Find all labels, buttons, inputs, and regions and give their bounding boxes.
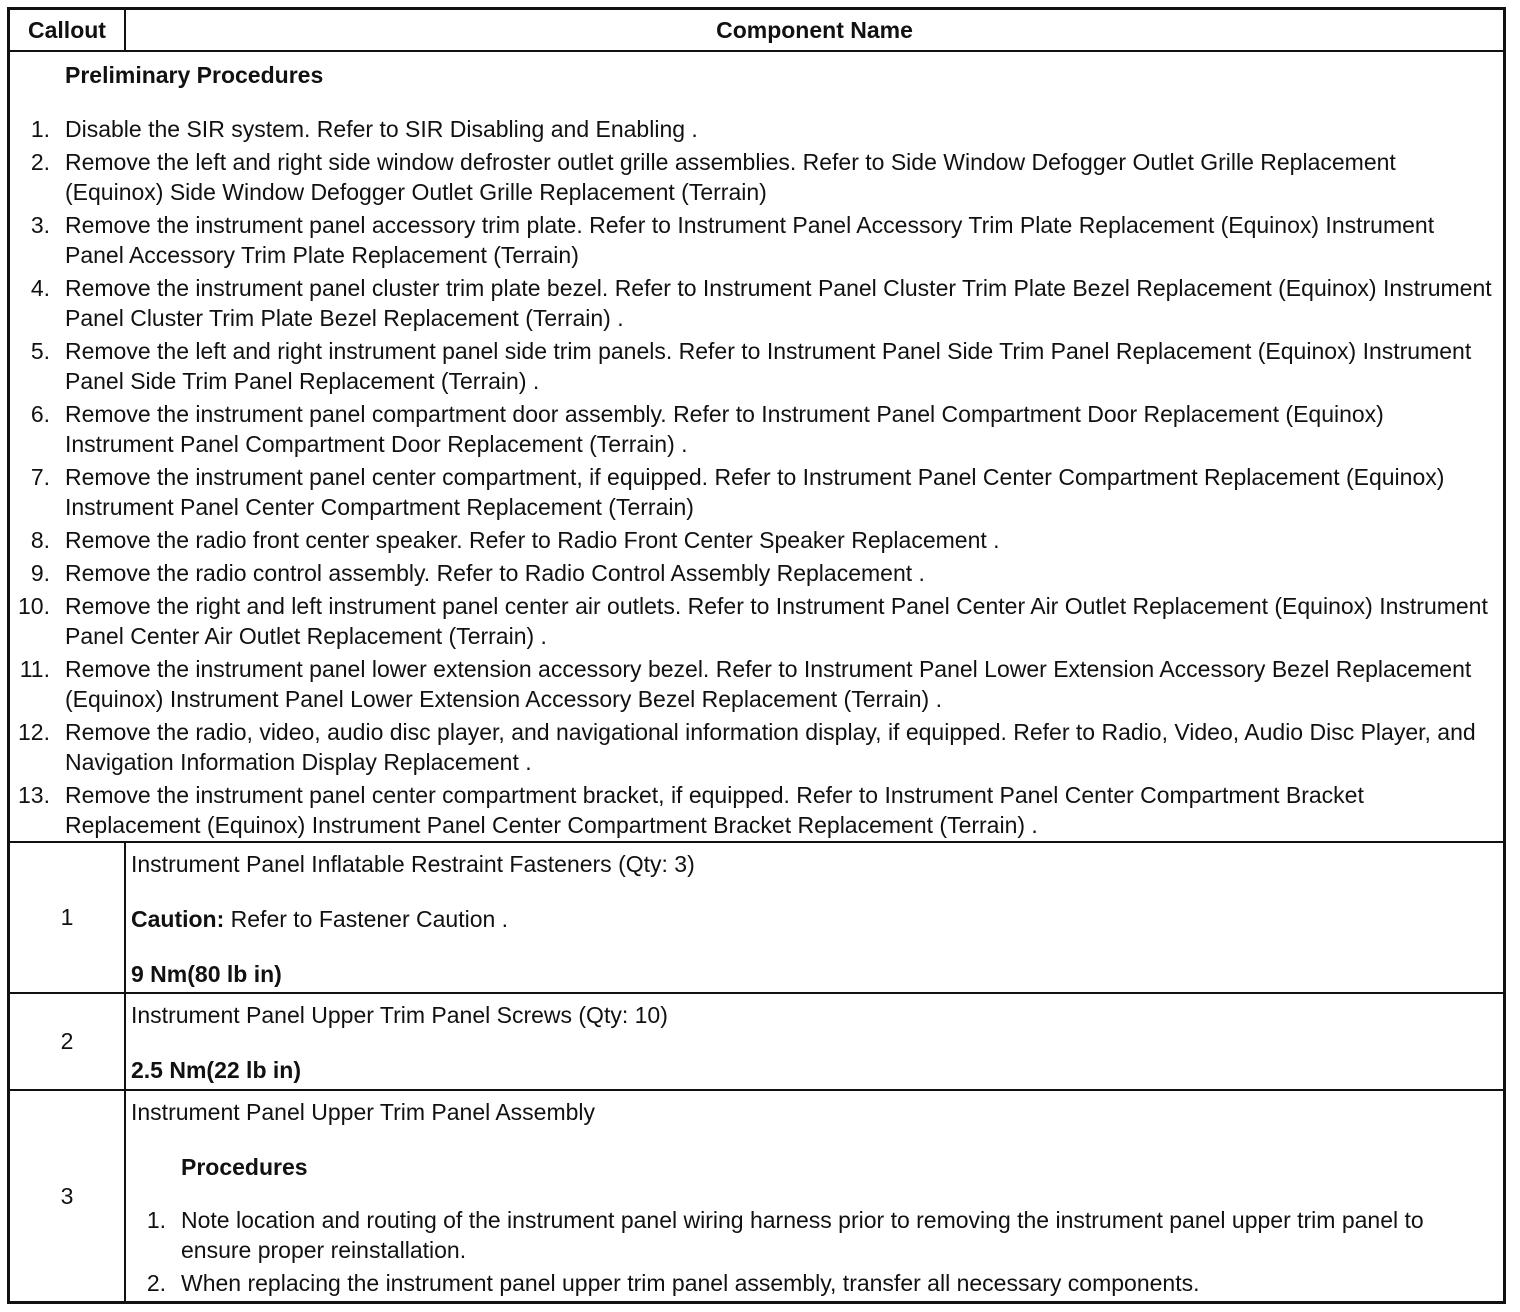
step-number: 4. — [30, 275, 50, 301]
list-item — [10, 717, 1503, 777]
list-item — [10, 591, 1503, 651]
preliminary-steps — [10, 114, 1503, 843]
step-text: Remove the radio control assembly. Refer to Radio Control Assembly Replacement . — [65, 560, 925, 586]
list-item — [10, 525, 1503, 555]
step-text: Remove the instrument panel center compartment bracket, if equipped. Refer to Instrument Panel Center Compartment Bracket Replacement (Equinox) Instrument Panel Center Compartment Bracket Replacement (Terrain) . — [65, 782, 1364, 838]
step-number: 7. — [30, 464, 50, 490]
step-number: 12. — [18, 719, 50, 745]
step-number: 9. — [30, 560, 50, 586]
callout-number: 1 — [10, 843, 126, 992]
step-text: Remove the instrument panel cluster trim plate bezel. Refer to Instrument Panel Cluster Trim Plate Bezel Replacement (Equinox) Instrument Panel Cluster Trim Plate Bezel Replacement (Terrain) . — [65, 275, 1492, 331]
step-text: Remove the left and right instrument panel side trim panels. Refer to Instrument Panel Side Trim Panel Replacement (Equinox) Instrument Panel Side Trim Panel Replacement (Terrain) . — [65, 338, 1472, 394]
list-item — [10, 273, 1503, 333]
list-item — [10, 654, 1503, 714]
step-text: Note location and routing of the instrument panel wiring harness prior to removing the instrument panel upper trim panel to ensure proper reinstallation. — [181, 1207, 1424, 1263]
torque-spec: 2.5 Nm(22 lb in) — [131, 1057, 301, 1083]
step-text: Remove the right and left instrument panel center air outlets. Refer to Instrument Panel Center Air Outlet Replacement (Equinox) Instrument Panel Center Air Outlet Replacement (Terrain) . — [65, 593, 1488, 649]
procedure-steps — [126, 1205, 1496, 1301]
component-name: Instrument Panel Inflatable Restraint Fasteners (Qty: 3) — [131, 851, 695, 877]
step-number: 10. — [18, 593, 50, 619]
step-number: 5. — [30, 338, 50, 364]
procedures-title: Procedures — [181, 1154, 308, 1180]
callout-number: 3 — [10, 1091, 126, 1301]
step-text: Remove the instrument panel accessory trim plate. Refer to Instrument Panel Accessory Trim Plate Replacement (Equinox) Instrument Panel Accessory Trim Plate Replacement (Terrain) — [65, 212, 1435, 268]
step-text: Remove the radio, video, audio disc player, and navigational information display, if equipped. Refer to Radio, Video, Audio Disc Player, and Navigation Information Display Replacement . — [65, 719, 1476, 775]
list-item — [10, 462, 1503, 522]
step-number: 6. — [30, 401, 50, 427]
caution-label: Caution: — [131, 906, 225, 932]
step-text: Remove the instrument panel center compartment, if equipped. Refer to Instrument Panel Center Compartment Replacement (Equinox) Instrument Panel Center Compartment Replacement (Terrain) — [65, 464, 1445, 520]
step-text: When replacing the instrument panel upper trim panel assembly, transfer all necessary components. — [181, 1270, 1200, 1296]
component-cell — [126, 994, 1503, 1089]
step-number: 1. — [30, 116, 50, 142]
step-number: 13. — [18, 782, 50, 808]
list-item — [126, 1205, 1496, 1265]
step-text: Remove the instrument panel lower extension accessory bezel. Refer to Instrument Panel Lower Extension Accessory Bezel Replacement (Equinox) Instrument Panel Lower Extension Accessory Bezel Replacement (Terrain) . — [65, 656, 1472, 712]
component-table — [7, 7, 1506, 1304]
table-row — [10, 1091, 1503, 1301]
component-name: Instrument Panel Upper Trim Panel Screws (Qty: 10) — [131, 1002, 668, 1028]
step-number: 3. — [30, 212, 50, 238]
preliminary-procedures — [10, 52, 1503, 843]
list-item — [10, 558, 1503, 588]
torque-spec: 9 Nm(80 lb in) — [131, 961, 282, 987]
step-number: 1. — [146, 1207, 166, 1233]
component-cell — [126, 843, 1503, 992]
step-number: 2. — [30, 149, 50, 175]
preliminary-title: Preliminary Procedures — [65, 62, 324, 88]
step-number: 11. — [19, 656, 50, 682]
list-item — [10, 147, 1503, 207]
component-cell — [126, 1091, 1503, 1301]
caution-note — [131, 904, 508, 934]
caution-text: Refer to Fastener Caution . — [224, 906, 509, 932]
table-row — [10, 843, 1503, 994]
header-component-name: Component Name — [716, 16, 913, 43]
component-name: Instrument Panel Upper Trim Panel Assembly — [131, 1099, 596, 1125]
list-item — [10, 114, 1503, 144]
list-item — [10, 336, 1503, 396]
header-callout: Callout — [10, 10, 126, 50]
list-item — [10, 399, 1503, 459]
step-number: 8. — [30, 527, 50, 553]
step-text: Remove the radio front center speaker. Refer to Radio Front Center Speaker Replacement . — [65, 527, 1000, 553]
list-item — [126, 1268, 1496, 1298]
table-header — [10, 10, 1503, 52]
step-text: Remove the instrument panel compartment door assembly. Refer to Instrument Panel Compartment Door Replacement (Equinox) Instrument Panel Compartment Door Replacement (Terrain) . — [65, 401, 1384, 457]
callout-number: 2 — [10, 994, 126, 1089]
step-number: 2. — [146, 1270, 166, 1296]
list-item — [10, 780, 1503, 840]
step-text: Disable the SIR system. Refer to SIR Disabling and Enabling . — [65, 116, 698, 142]
list-item — [10, 210, 1503, 270]
table-row — [10, 994, 1503, 1091]
step-text: Remove the left and right side window defroster outlet grille assemblies. Refer to Side Window Defogger Outlet Grille Replacement (Equinox) Side Window Defogger Outlet Grille Replacement (Terrain) — [65, 149, 1396, 205]
